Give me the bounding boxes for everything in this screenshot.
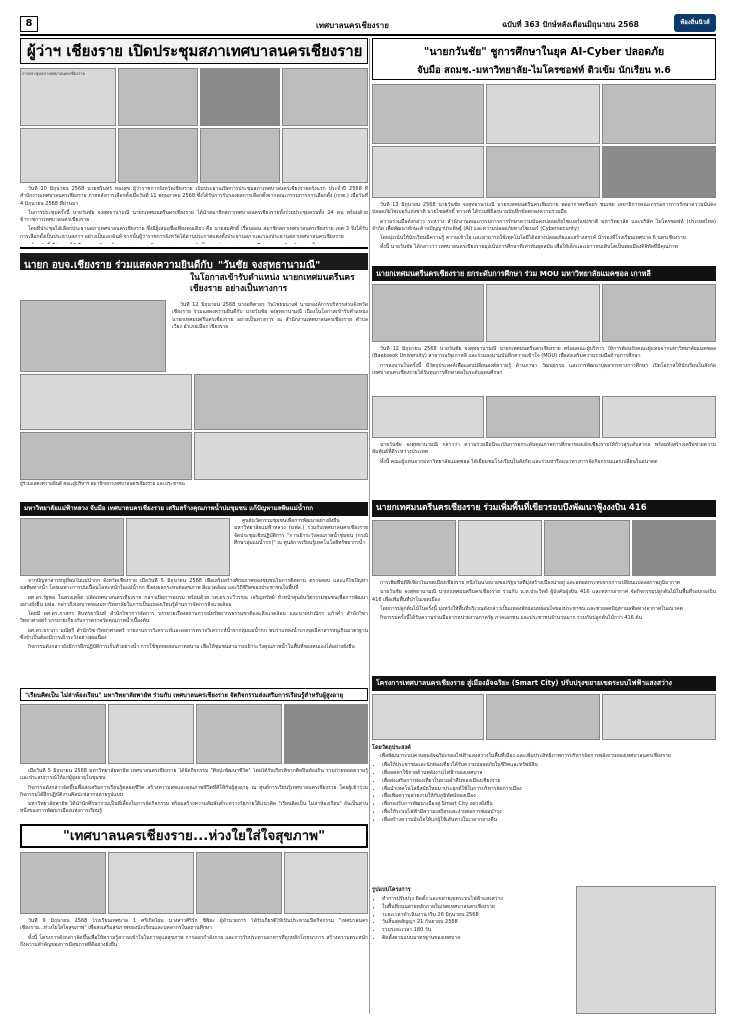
article3-paragraph: ศูนย์นวัตกรรมชุมชนเพื่อการพัฒนาอย่างยั่งยืน มหาวิทยาลัยแม่ฟ้าหลวง (มฟล.) ร่วมกับเทศบาลนครเชียงราย จัดประชุมเชิงปฏิบัติการ "การเฝ้าระวังคุณภาพน้ำชุมชน (กรณีศึกษาลุ่มแม่น้ำกก)" ณ ศูนย์การเรียนรู้เทคโนโลยีทรัพยากรน้ำ: [234, 518, 368, 546]
article5-photo-4: [284, 852, 368, 914]
logo-text: ท้องถิ่นนิวส์: [680, 19, 710, 26]
list-item: • ในพื้นที่ถนนสายหลักภายในเขตเทศบาลนครเชียงราย: [382, 904, 572, 912]
list-item: • ระยะเวลาดำเนินงาน เริ่ม 26 มิถุนายน 2568: [382, 912, 572, 920]
column-divider: [369, 38, 370, 1014]
section-name: เทศบาลนครเชียงราย: [316, 21, 389, 30]
article2-paragraph: วันที่ 12 มิถุนายน 2568 นางอทิตาธร วันไชยธนวงศ์ นายกองค์การบริหารส่วนจังหวัดเชียงราย ร่วมแสดงความยินดีกับ นายวันชัย จงสุทธานามณี เนื่องในโอกาสเข้ารับตำแหน่ง นายกเทศมนตรีนครเชียงราย อย่างเป็นทางการ ณ สำนักงานเทศบาลนครเชียงราย ตำบลเวียง อำเภอเมือง เชียงราย: [172, 302, 368, 330]
article3-photo-1: [20, 518, 124, 576]
article7-photo-6: [602, 396, 716, 438]
article9-photo-2: [486, 694, 600, 740]
article5-photo-3: [196, 852, 282, 914]
article6-photo-2: [486, 84, 600, 144]
list-item: • วันสิ้นสุดสัญญา 21 กันยายน 2568: [382, 919, 572, 927]
article7-body-top: [372, 346, 716, 394]
article2-group-photo-1: [20, 374, 192, 430]
list-item: • เพื่อเพิ่มความสวยงามให้กับภูมิทัศน์ของเมือง: [382, 793, 716, 801]
article1-photo-8: [282, 128, 368, 183]
article7-photo-5: [486, 396, 600, 438]
article7-paragraph: การลงนามในครั้งนี้ มีวัตถุประสงค์เพื่อแลกเปลี่ยนองค์ความรู้ ด้านภาษา วัฒนธรรม และการพัฒนาบุคลากรทางการศึกษา เปิดโอกาสให้นักเรียนในสังกัดเทศบาลนครเชียงรายได้รับทุนการศึกษาต่อในระดับอุดมศึกษา: [372, 362, 716, 376]
article7-photo-3: [602, 284, 716, 342]
article4-photo-4: [284, 704, 368, 764]
article7-paragraph: นายวันชัย จงสุทธานามณี กล่าวว่า ความร่วมมือนี้จะเป็นการยกระดับคุณภาพการศึกษาของเด็กเชียงรายให้ก้าวสู่ระดับสากล พร้อมทั้งสร้างเครือข่ายความสัมพันธ์ที่ดีระหว่างประเทศ: [372, 442, 716, 456]
article5-photo-1: [20, 852, 106, 914]
article8-paragraph: โดยการปลูกต้นไม้ในครั้งนี้ มุ่งหวังให้พื้นที่บริเวณดังกล่าวเป็นแหล่งพักผ่อนหย่อนใจของประชาชน และช่วยลดปัญหามลพิษทางอากาศในอนาคต: [380, 605, 683, 612]
article3-band: มหาวิทยาลัยแม่ฟ้าหลวง จับมือ เทศบาลนครเชียงราย เสริมสร้างคุณภาพน้ำบ่มชุมชน แก้ปัญหามลพิษแม่น้ำกก: [20, 502, 368, 516]
article1-paragraph: โดยที่ประชุมได้เลือกประธานสภาเทศบาลนครเชียงราย ซึ่งมีผู้เสนอชื่อเพียงคนเดียว คือ นายสมศักดิ์ เรือนอ่อน สมาชิกสภาเทศบาลนครเชียงราย เขต 3 จึงได้รับการเลือกตั้งเป็นประธานสภาฯ อย่างเป็นเอกฉันท์ จากนั้นผู้ว่าราชการจังหวัดได้อ่านประกาศแต่งตั้งประธานสภาและรองประธานสภาเทศบาลนครเชียงราย: [20, 226, 368, 240]
list-item: • เพื่อให้ประชาชนและนักท่องเที่ยวได้รับความปลอดภัยในชีวิตและทรัพย์สิน: [382, 762, 716, 770]
article6-headline: "นายกวันชัย" ชูการศึกษาในยุค AI-Cyber ปลอดภัย: [423, 46, 665, 58]
article7-photo-2: [486, 284, 600, 342]
article3-photo-2: [126, 518, 230, 576]
article5-paragraph: วันที่ 9 มิถุนายน 2568 โรงเรียนเทศบาล 1 ศรีเกิดไผ่ม นางสาวศิริรัก ชีพิยะ ผู้อำนวยการ ได้รับเกียรติให้เป็นประธานเปิดกิจกรรม "เทศบาลนครเชียงราย...ห่วงใยใส่ใจสุขภาพ" เพื่อส่งเสริมสุขภาพของนักเรียนและบุคลากรในสถานศึกษา: [20, 918, 368, 932]
page-header: [20, 14, 716, 36]
article4-photo-2: [108, 704, 194, 764]
article4-paragraph: มหาวิทยาลัยพายัพ ได้นำนักศึกษาร่วมเป็นพี่เลี้ยงในการจัดกิจกรรม พร้อมสร้างความสัมพันธ์ระหว่างวัยภายใต้แนวคิด "เรียนคิดเป็น ไม่ล่าห้องเรียน" อันเป็นส่วนหนึ่งของการพัฒนาเมืองแห่งการเรียนรู้: [20, 801, 368, 815]
article3-paragraph: ผศ.ดร.ธราภา มณีศรี สำนักวิชาวิทยาศาสตร์ รายงานการวิเคราะห์และผลการตรวจวิเคราะห์น้ำจากลุ่มแม่น้ำกก พบว่าแหล่งน้ำบางจุดมีค่าสารหนูเกินมาตรฐาน ซึ่งจำเป็นต้องมีการเฝ้าระวังอย่างต่อเนื่อง: [20, 627, 368, 641]
article8-body: [372, 580, 716, 672]
article2-label: [20, 253, 368, 270]
article1-paragraph: [20, 243, 368, 244]
list-item: • เพื่อลดค่าใช้จ่ายด้านพลังงานไฟฟ้าของเทศบาล: [382, 770, 716, 778]
list-item: • เพื่อรองรับการพัฒนาเมืองสู่ Smart City อย่างยั่งยืน: [382, 801, 716, 809]
article2-headline-box: [20, 247, 368, 301]
article2-group-photo-3: [20, 432, 192, 480]
article6-photo-5: [486, 146, 600, 198]
article1-paragraph: ในการประชุมครั้งนี้ นายวันชัย จงสุทธานามณี นายกเทศมนตรีนครเชียงราย ได้นำสมาชิกสภาเทศบาลนครเชียงรายทั้งร่วมประชุมครบทั้ง 24 คน พร้อมด้วยข้าราชการเทศบาลนครเชียงราย: [20, 209, 368, 223]
article6-photo-4: [372, 146, 484, 198]
article7-body-bottom: [372, 442, 716, 496]
article9-bullet-list: [372, 762, 716, 824]
article5-body: [20, 918, 368, 1014]
list-item: • เพื่อให้ระบบไฟฟ้ามีความเสถียรและง่ายต่อการซ่อมบำรุง: [382, 809, 716, 817]
article3-paragraph: ผศ.ดร.รัฐพล ในสรงเคล็ด ปลัดเทศบาลนครเชียงราย กล่าวเปิดการอบรม พร้อมด้วย รศ.ดร.ระวีวรรณ เจริญทรัพย์ หัวหน้าศูนย์นวัตกรรมชุมชนเพื่อการพัฒนาอย่างยั่งยืน มฟล. กล่าวถึงบทบาทของมหาวิทยาลัยในการเป็นแหล่งเรียนรู้ด้านการจัดการสิ่งแวดล้อม: [20, 594, 368, 608]
article2-group-photo-2: [194, 374, 368, 430]
article4-paragraph: เมื่อวันที่ 5 มิถุนายน 2568 มหาวิทยาลัยพายัพ เทศบาลนครเชียงราย ได้จัดกิจกรรม "ศิลปะพัฒนาชีวิต" โดยได้รับเกียรติจากศิลปินท้องถิ่น ร่วมถ่ายทอดความรู้และประสบการณ์ให้แก่ผู้สูงอายุในชุมชน: [20, 768, 368, 782]
article6-photo-3: [602, 84, 716, 144]
article4-band: "เรียนคิดเป็น ไม่ล่าห้องเรียน" มหาวิทยาลัยพายัพ ร่วมกับ เทศบาลนครเชียงราย จัดกิจกรรมส่งเสริมการเรียนรู้สำหรับผู้สูงอายุ: [20, 688, 368, 701]
article6-headline2: จับมือ สถมช.-มหาวิทยาลัย-ไมโครซอฟท์ ติวเข้ม นักเรียน ท.6: [417, 65, 671, 76]
article2-highlight: "วันชัย จงสุทธานามณี": [217, 260, 321, 271]
list-item: • ทำการปรับปรุง ติดตั้ง และขยายเขตระบบไฟฟ้าแสงสว่าง: [382, 896, 572, 904]
article2-body: [172, 302, 368, 372]
article1-body: [20, 186, 368, 244]
article9-section-head: โดยวัตถุประสงค์: [372, 745, 411, 751]
article8-band: นายกเทศมนตรีนครเชียงราย ร่วมเพิ่มพื้นที่เขียวรอบบึงพัฒนาฟู้งงงบิน 416: [372, 500, 716, 517]
article4-photo-3: [196, 704, 282, 764]
article2-label-text: นายก อบจ.เชียงราย ร่วมแสดงความยินดีกับ: [24, 260, 213, 271]
article1-headline: ผู้ว่าฯ เชียงราย เปิดประชุมสภาเทศบาลนครเชียงราย: [27, 42, 363, 60]
article7-photo-4: [372, 396, 484, 438]
article2-caption: ผู้ร่วมแสดงความยินดี คณะผู้บริหาร สมาชิกสภาเทศบาลนครเชียงราย และประชาชน: [20, 482, 185, 487]
article8-photo-1: [372, 520, 456, 576]
article5-photo-2: [108, 852, 194, 914]
article9-body: [372, 744, 716, 884]
list-item: • ติดตั้งตามแบบมาตรฐานของเทศบาล: [382, 935, 572, 943]
article1-photo-3: [200, 68, 280, 126]
article9-detail-head: รูปแบบโครงการ: [372, 887, 411, 893]
article9-detail-list: [372, 896, 572, 943]
article8-paragraph: การเพิ่มพื้นที่สีเขียวในเขตเมืองเชียงราย หนึ่งในนโยบายของรัฐบาลที่มุ่งสร้างเมืองน่าอยู่ และลดผลกระทบจากการเปลี่ยนแปลงสภาพภูมิอากาศ: [380, 580, 680, 586]
article6-photo-1: [372, 84, 484, 144]
article2-group-photo-4: [194, 432, 368, 480]
article9-paragraph: เพื่อพัฒนาระบบควบคุมอัจฉริยะของไฟฟ้าแสงสว่างในพื้นที่เมือง และเพิ่มประสิทธิภาพการบริหารจัดการพลังงานของเทศบาลนครเชียงราย: [380, 753, 671, 759]
article3-paragraph: โดยมี ผศ.ดร.ภาสกร สินทรธานินท์ สำนักวิชาการจัดการ บรรยายเรื่องสถานการณ์ทรัพยากรธรรมชาติและสิ่งแวดล้อม และนายปาณิกร แก้วคำ สำนักวิชาวิทยาศาสตร์ บรรยายเกี่ยวกับการตรวจวัดคุณภาพน้ำเบื้องต้น: [20, 611, 368, 625]
article4-photo-1: [20, 704, 106, 764]
article6-headline-box: [372, 38, 716, 80]
article6-body: [372, 202, 716, 262]
page-number: 8: [20, 16, 38, 32]
article6-photo-6: [602, 146, 716, 198]
article1-photo-7: [200, 128, 280, 183]
article1-headline-box: [20, 38, 368, 64]
article8-paragraph: กิจกรรมครั้งนี้ได้รับความร่วมมือจากหน่วยงานภาครัฐ ภาคเอกชน และประชาชนจำนวนมาก ร่วมกันปลูกต้นไม้กว่า 416 ต้น: [380, 615, 643, 621]
article5-headline: "เทศบาลนครเชียงราย...ห่วงใยใส่ใจสุขภาพ": [20, 824, 368, 848]
article9-details: [372, 886, 572, 1014]
article1-photo-6: [118, 128, 198, 183]
newspaper-logo: [674, 14, 716, 32]
article3-paragraph: กิจกรรมดังกล่าวยังมีการฝึกปฏิบัติการเก็บตัวอย่างน้ำ การใช้ชุดทดสอบภาคสนาม เพื่อให้ชุมชนสามารถเฝ้าระวังคุณภาพน้ำในพื้นที่ของตนเองได้อย่างยั่งยืน: [28, 644, 355, 650]
article8-photo-3: [544, 520, 630, 576]
article6-paragraph: โดยมุ่งเน้นให้นักเรียนมีความรู้ ความเข้าใจ และสามารถใช้เทคโนโลยีได้อย่างปลอดภัยและสร้างสรรค์ นำร่องที่โรงเรียนเทศบาล 6 นครเชียงราย: [380, 235, 686, 241]
article7-band: นายกเทศมนตรีนครเชียงราย ยกระดับการศึกษา ร่วม MOU มหาวิทยาลัยแมคซอล เกาหลี: [372, 266, 716, 281]
list-item: • เพื่อนำเทคโนโลยีสมัยใหม่มาประยุกต์ใช้ในการบริหารจัดการเมือง: [382, 786, 716, 794]
article3-body: [20, 578, 368, 686]
article1-photo-banner: การประชุมสภาเทศบาลนครเชียงราย: [22, 71, 85, 76]
list-item: • เพื่อสร้างความมั่นใจให้แก่ผู้ใช้เส้นทางในเวลากลางคืน: [382, 817, 716, 825]
article8-photo-2: [458, 520, 542, 576]
article1-photo-2: [118, 68, 198, 126]
article7-paragraph: ทั้งนี้ คณะผู้แทนจากมหาวิทยาลัยแมคซอล ได้เยี่ยมชมโรงเรียนในสังกัด และร่วมหารือแนวทางการจัดกิจกรรมแลกเปลี่ยนในอนาคต: [380, 458, 658, 465]
article1-paragraph: วันที่ 10 มิถุนายน 2568 นายชรินทร์ ทองสุข ผู้ว่าราชการจังหวัดเชียงราย เป็นประธานเปิดการประชุมสภาเทศบาลนครเชียงรายครั้งแรก ประจำปี 2568 ที่สำนักงานเทศบาลนครเชียงราย ภายหลังการเลือกตั้งเมื่อวันที่ 11 พฤษภาคม 2568 ซึ่งได้รับการรับรองผลการเลือกตั้งจากคณะกรรมการการเลือกตั้ง (กกต.) เมื่อวันที่ 4 มิถุนายน 2568 ที่ผ่านมา: [20, 186, 368, 207]
article1-photo-4: [282, 68, 368, 126]
list-item: • รวมระยะเวลา 180 วัน: [382, 927, 572, 935]
article9-photo-3: [602, 694, 716, 740]
article2-title-rest: ในโอกาสเข้ารับตำแหน่ง นายกเทศมนตรีนครเชียงราย อย่างเป็นทางการ: [190, 273, 355, 295]
article9-photo-1: [372, 694, 484, 740]
article7-photo-1: [372, 284, 484, 342]
article6-paragraph: วันที่ 13 มิถุนายน 2568 นายวันชัย จงสุทธานามณี นายกเทศมนตรีนครเชียงราย พลอากาศตรีอมร ชมเชย เลขาธิการคณะกรรมการการรักษาความมั่นคงปลอดภัยไซเบอร์แห่งชาติ นายไชยศักดิ์ ทาวงศ์ ได้ร่วมพิธีลงนามบันทึกข้อตกลงความร่วมมือ: [372, 202, 716, 216]
article1-photo-5: [20, 128, 116, 183]
article9-map-image: [576, 886, 716, 1014]
article8-paragraph: นายวันชัย จงสุทธานามณี นายกเทศมนตรีนครเชียงราย ร่วมกับ น.ท.ประวิทย์ ผู้บังคับฝูงบิน 416 และทหารอากาศ จัดกิจกรรมปลูกต้นไม้ในพื้นที่รอบกองบิน 416 เพื่อเพิ่มพื้นที่ป่าในเขตเมือง: [372, 589, 716, 603]
article6-paragraph: ทั้งนี้ นายวันชัย ได้กล่าวว่า เทศบาลนครเชียงรายมุ่งเน้นการศึกษาที่เท่าทันยุคสมัย เพื่อให้เด็กและเยาวชนเติบโตเป็นพลเมืองดิจิทัลที่มีคุณภาพ: [380, 244, 678, 251]
article8-photo-4: [632, 520, 716, 576]
issue-info: ฉบับที่ 363 ปักษ์หลังเดือนมิถุนายน 2568: [502, 20, 639, 29]
article5-paragraph: ทั้งนี้ โครงการดังกล่าวจัดขึ้นเพื่อให้ความรู้ความเข้าใจในการดูแลสุขภาพ การออกกำลังกาย และการรับประทานอาหารที่ถูกหลักโภชนาการ สร้างความตระหนักถึงความสำคัญของการมีสุขภาพที่ดีอย่างยั่งยืน: [20, 934, 368, 948]
article4-paragraph: กิจกรรมดังกล่าวจัดขึ้นเพื่อส่งเสริมการเรียนรู้ตลอดชีวิต สร้างความสุขและคุณภาพชีวิตที่ดีให้กับผู้สูงอายุ ณ ศูนย์การเรียนรู้เทศบาลนครเชียงราย โดยผู้เข้าร่วมกิจกรรมได้ฝึกปฏิบัติงานศิลปะหลากหลายรูปแบบ: [20, 784, 368, 798]
article6-paragraph: ความร่วมมือดังกล่าว ระหว่าง สำนักงานคณะกรรมการการรักษาความมั่นคงปลอดภัยไซเบอร์แห่งชาติ มหาวิทยาลัย และบริษัท ไมโครซอฟท์ (ประเทศไทย) จำกัด เพื่อพัฒนาทักษะด้านปัญญาประดิษฐ์ (AI) และความปลอดภัยทางไซเบอร์ (Cybersecurity): [372, 218, 716, 232]
article4-body: [20, 768, 368, 820]
article2-photo-main: [20, 300, 166, 372]
article7-paragraph: วันที่ 12 มิถุนายน 2568 นายวันชัย จงสุทธานามณี นายกเทศมนตรีนครเชียงราย พร้อมคณะผู้บริหาร ให้การต้อนรับคณะผู้แทนจากมหาวิทยาลัยแมคซอล (Baekseok University) สาธารณรัฐเกาหลี และร่วมลงนามบันทึกความเข้าใจ (MOU) เพื่อส่งเสริมความร่วมมือด้านการศึกษา: [372, 346, 716, 360]
article9-band: โครงการเทศบาลนครเชียงราย สู่เมืองอัจฉริยะ (Smart City) ปรับปรุงขยายเขตระบบไฟฟ้าแสงสว่าง: [372, 676, 716, 691]
article3-intro: [234, 518, 368, 576]
article3-paragraph: จากปัญหาสารหนูที่พบในแม่น้ำกก จังหวัดเชียงราย เมื่อวันที่ 5 มิถุนายน 2568 เพื่อเสริมสร้างศักยภาพของชุมชนในการติดตาม ตรวจสอบ และแก้ไขปัญหามลพิษทางน้ำ โดยเฉพาะการปนเปื้อนโลหะหนักในแม่น้ำกก ซึ่งส่งผลกระทบต่อสุขภาพ สิ่งแวดล้อม และวิถีชีวิตของประชาชนในพื้นที่: [20, 578, 368, 592]
list-item: • เพื่อส่งเสริมการท่องเที่ยวในยามค่ำคืนของเมืองเชียงราย: [382, 778, 716, 786]
